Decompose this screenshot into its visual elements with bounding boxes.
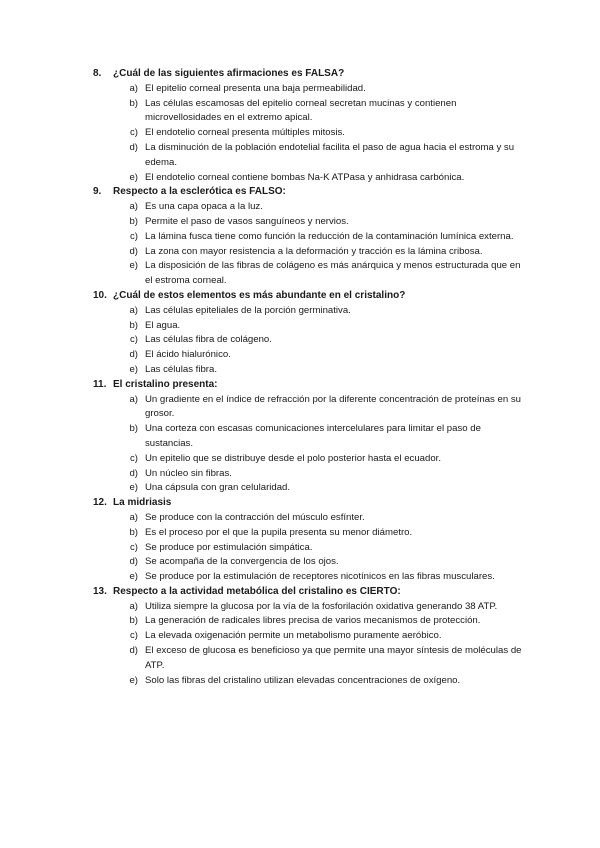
option-letter: e) [129,571,138,583]
option-letter: b) [129,526,138,538]
option-text: El ácido hialurónico. [145,349,231,361]
question-block [0,67,600,185]
answer-option [0,319,600,334]
option-letter: a) [129,82,138,94]
question-text: ¿Cuál de las siguientes afirmaciones es FALSA? [113,68,345,79]
option-letter: a) [129,304,138,316]
option-letter: d) [129,645,138,657]
option-text: Un epitelio que se distribuye desde el polo posterior hasta el ecuador. [145,452,441,464]
option-letter: a) [129,600,138,612]
option-text: La zona con mayor resistencia a la deformación y tracción es la lámina cribosa. [145,245,483,257]
answer-option [0,393,600,423]
question-text: Respecto a la esclerótica es FALSO: [113,186,286,198]
option-text: Las células escamosas del epitelio corneal secretan mucinas y contienen microvellosidades en el extremo apical. [145,97,457,124]
answer-option [0,230,600,245]
option-text: El agua. [145,319,181,331]
option-text: Solo las fibras del cristalino utilizan elevadas concentraciones de oxígeno. [145,674,461,686]
option-letter: d) [129,349,138,361]
answer-option [0,614,600,629]
option-text: Un núcleo sin fibras. [145,467,232,479]
answer-option [0,511,600,526]
option-text: Se produce con la contracción del músculo esfínter. [145,511,365,523]
answer-option [0,570,600,585]
option-text: El endotelio corneal contiene bombas Na-K ATPasa y anhidrasa carbónica. [145,171,465,183]
question-text: La midriasis [113,497,172,509]
question-number: 10. [93,289,107,301]
option-letter: b) [129,615,138,627]
question-header [0,67,600,82]
option-text: Las células fibra de colágeno. [145,334,272,346]
option-text: Permite el paso de vasos sanguíneos y nervios. [145,215,349,227]
question-number: 13. [93,585,107,597]
answer-option [0,600,600,615]
option-text: Se produce por estimulación simpática. [145,541,313,553]
answer-option [0,126,600,141]
option-text: El epitelio corneal presenta una baja permeabilidad. [145,82,366,94]
option-text: Una corteza con escasas comunicaciones intercelulares para limitar el paso de sustancias. [145,423,481,449]
question-header [0,185,600,200]
question-number: 12. [93,497,107,509]
answer-option [0,422,600,452]
answer-option [0,259,600,289]
option-text: Se produce por la estimulación de receptores nicotínicos en las fibras musculares. [145,571,495,583]
option-letter: b) [129,215,138,227]
option-text: La disposición de las fibras de colágeno es más anárquica y menos estructurada que en el estroma corneal. [145,260,521,287]
answer-option [0,171,600,186]
answer-option [0,200,600,215]
question-block [0,378,600,496]
answer-option [0,304,600,319]
option-letter: e) [129,171,138,183]
answer-option [0,644,600,674]
question-header [0,378,600,393]
option-letter: c) [130,230,138,242]
answer-option [0,674,600,689]
option-text: Utiliza siempre la glucosa por la vía de la fosforilación oxidativa generando 38 ATP. [145,600,498,612]
option-text: La elevada oxigenación permite un metabolismo puramente aeróbico. [145,630,442,642]
option-text: Una cápsula con gran celularidad. [145,482,291,494]
option-letter: a) [129,511,138,523]
option-letter: d) [129,141,138,153]
option-letter: a) [129,393,138,405]
question-text: El cristalino presenta: [113,378,218,390]
option-text: El endotelio corneal presenta múltiples mitosis. [145,127,345,139]
answer-option [0,97,600,127]
question-text: ¿Cuál de estos elementos es más abundante en el cristalino? [113,289,406,301]
answer-option [0,333,600,348]
option-letter: d) [129,467,138,479]
question-block [0,289,600,378]
option-text: Se acompaña de la convergencia de los ojos. [145,556,339,568]
option-letter: c) [130,452,138,464]
question-number: 8. [93,68,102,79]
option-letter: b) [129,423,138,435]
option-text: Un gradiente en el índice de refracción por la diferente concentración de proteínas en su grosor. [145,393,521,420]
question-text: Respecto a la actividad metabólica del cristalino es CIERTO: [113,585,401,597]
answer-option [0,348,600,363]
option-letter: b) [129,319,138,331]
answer-option [0,541,600,556]
answer-option [0,481,600,496]
option-letter: c) [130,630,138,642]
question-header [0,585,600,600]
answer-option [0,555,600,570]
option-text: La generación de radicales libres precisa de varios mecanismos de protección. [145,615,481,627]
option-letter: e) [129,363,138,375]
option-letter: a) [129,201,138,213]
option-text: Es el proceso por el que la pupila presenta su menor diámetro. [145,526,413,538]
option-letter: c) [130,334,138,346]
exam-document [0,67,600,688]
answer-option [0,629,600,644]
option-text: Es una capa opaca a la luz. [145,201,263,213]
option-letter: d) [129,556,138,568]
option-letter: c) [130,127,138,139]
question-block [0,496,600,585]
option-text: La lámina fusca tiene como función la reducción de la contaminación lumínica externa. [145,230,514,242]
option-letter: e) [129,260,138,272]
question-number: 9. [93,186,102,198]
question-block [0,185,600,289]
option-letter: b) [129,97,138,109]
option-letter: e) [129,674,138,686]
option-letter: d) [129,245,138,257]
answer-option [0,141,600,171]
answer-option [0,363,600,378]
question-number: 11. [93,378,107,390]
answer-option [0,82,600,97]
option-letter: c) [130,541,138,553]
option-text: La disminución de la población endotelial facilita el paso de agua hacia el estroma y su edema. [145,141,515,168]
answer-option [0,215,600,230]
question-header [0,289,600,304]
question-block [0,585,600,689]
answer-option [0,526,600,541]
option-text: El exceso de glucosa es beneficioso ya que permite una mayor síntesis de moléculas de ATP. [145,645,522,671]
option-text: Las células fibra. [145,363,217,375]
option-text: Las células epiteliales de la porción germinativa. [145,304,351,316]
answer-option [0,467,600,482]
answer-option [0,245,600,260]
option-letter: e) [129,482,138,494]
question-header [0,496,600,511]
answer-option [0,452,600,467]
